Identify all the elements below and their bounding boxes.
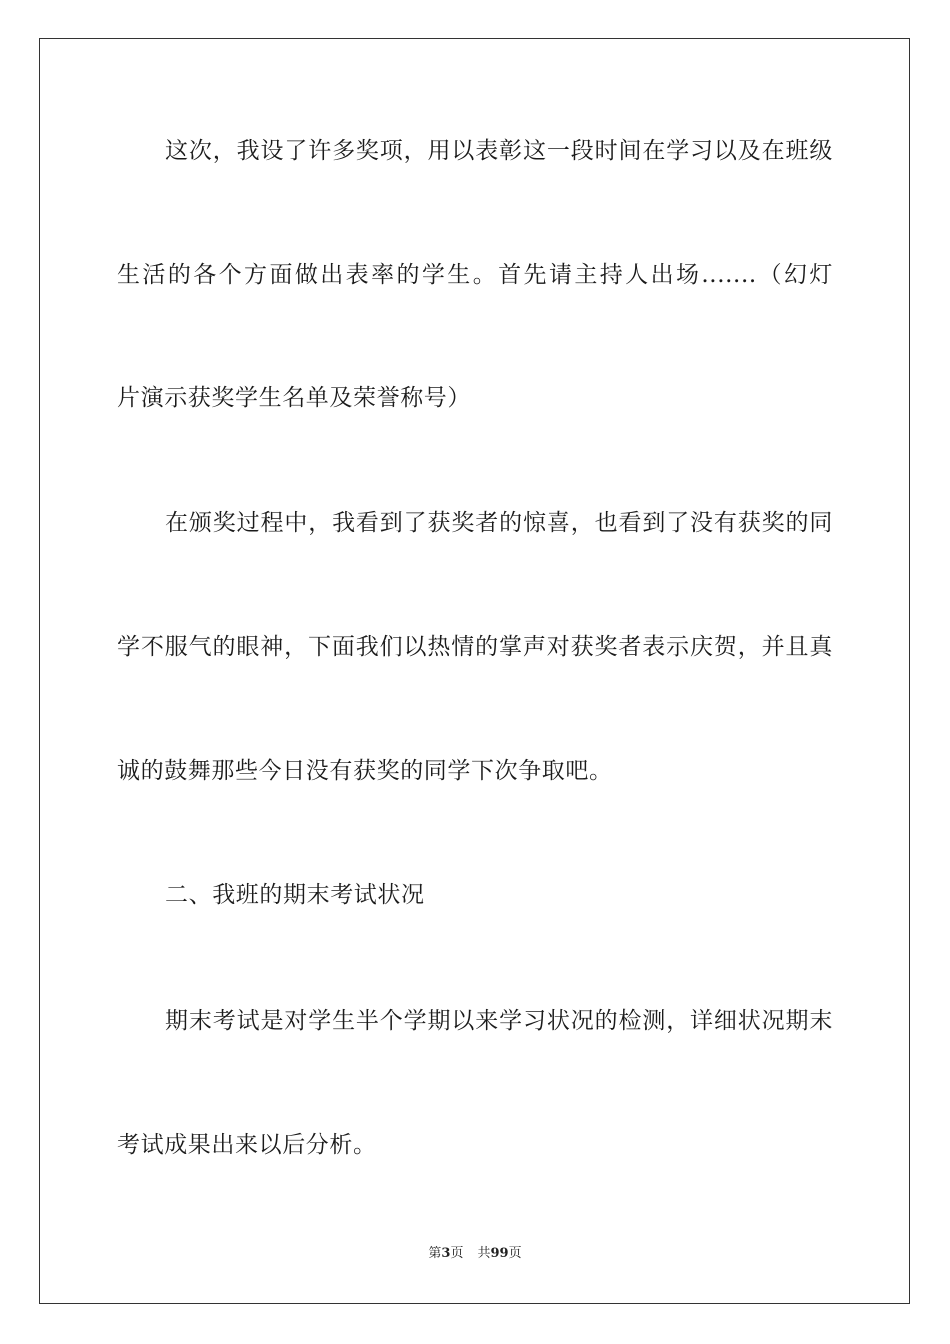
footer-page-number: 3 — [441, 1246, 451, 1261]
paragraph-1-line-3: 片演示获奖学生名单及荣誉称号） — [117, 385, 471, 411]
footer-page-suffix: 页 — [450, 1246, 464, 1261]
footer-total-prefix: 共 — [477, 1246, 491, 1261]
page-footer — [0, 1245, 950, 1263]
paragraph-1-line-2: 生活的各个方面做出表率的学生。首先请主持人出场.......（幻灯 — [117, 262, 833, 288]
paragraph-3-line-2: 考试成果出来以后分析。 — [117, 1132, 377, 1158]
footer-total-pages: 99 — [490, 1246, 509, 1261]
footer-total-suffix: 页 — [508, 1246, 522, 1261]
paragraph-3-line-1: 期末考试是对学生半个学期以来学习状况的检测，详细状况期末 — [165, 1008, 833, 1034]
footer-page-prefix: 第 — [428, 1246, 442, 1261]
paragraph-2-line-2: 学不服气的眼神，下面我们以热情的掌声对获奖者表示庆贺，并且真 — [117, 634, 833, 660]
paragraph-2-line-1: 在颁奖过程中，我看到了获奖者的惊喜，也看到了没有获奖的同 — [165, 510, 833, 536]
page-border — [39, 38, 910, 1304]
paragraph-1-line-1: 这次，我设了许多奖项，用以表彰这一段时间在学习以及在班级 — [165, 138, 833, 164]
section-heading: 二、我班的期末考试状况 — [165, 882, 425, 908]
paragraph-2-line-3: 诚的鼓舞那些今日没有获奖的同学下次争取吧。 — [117, 758, 613, 784]
